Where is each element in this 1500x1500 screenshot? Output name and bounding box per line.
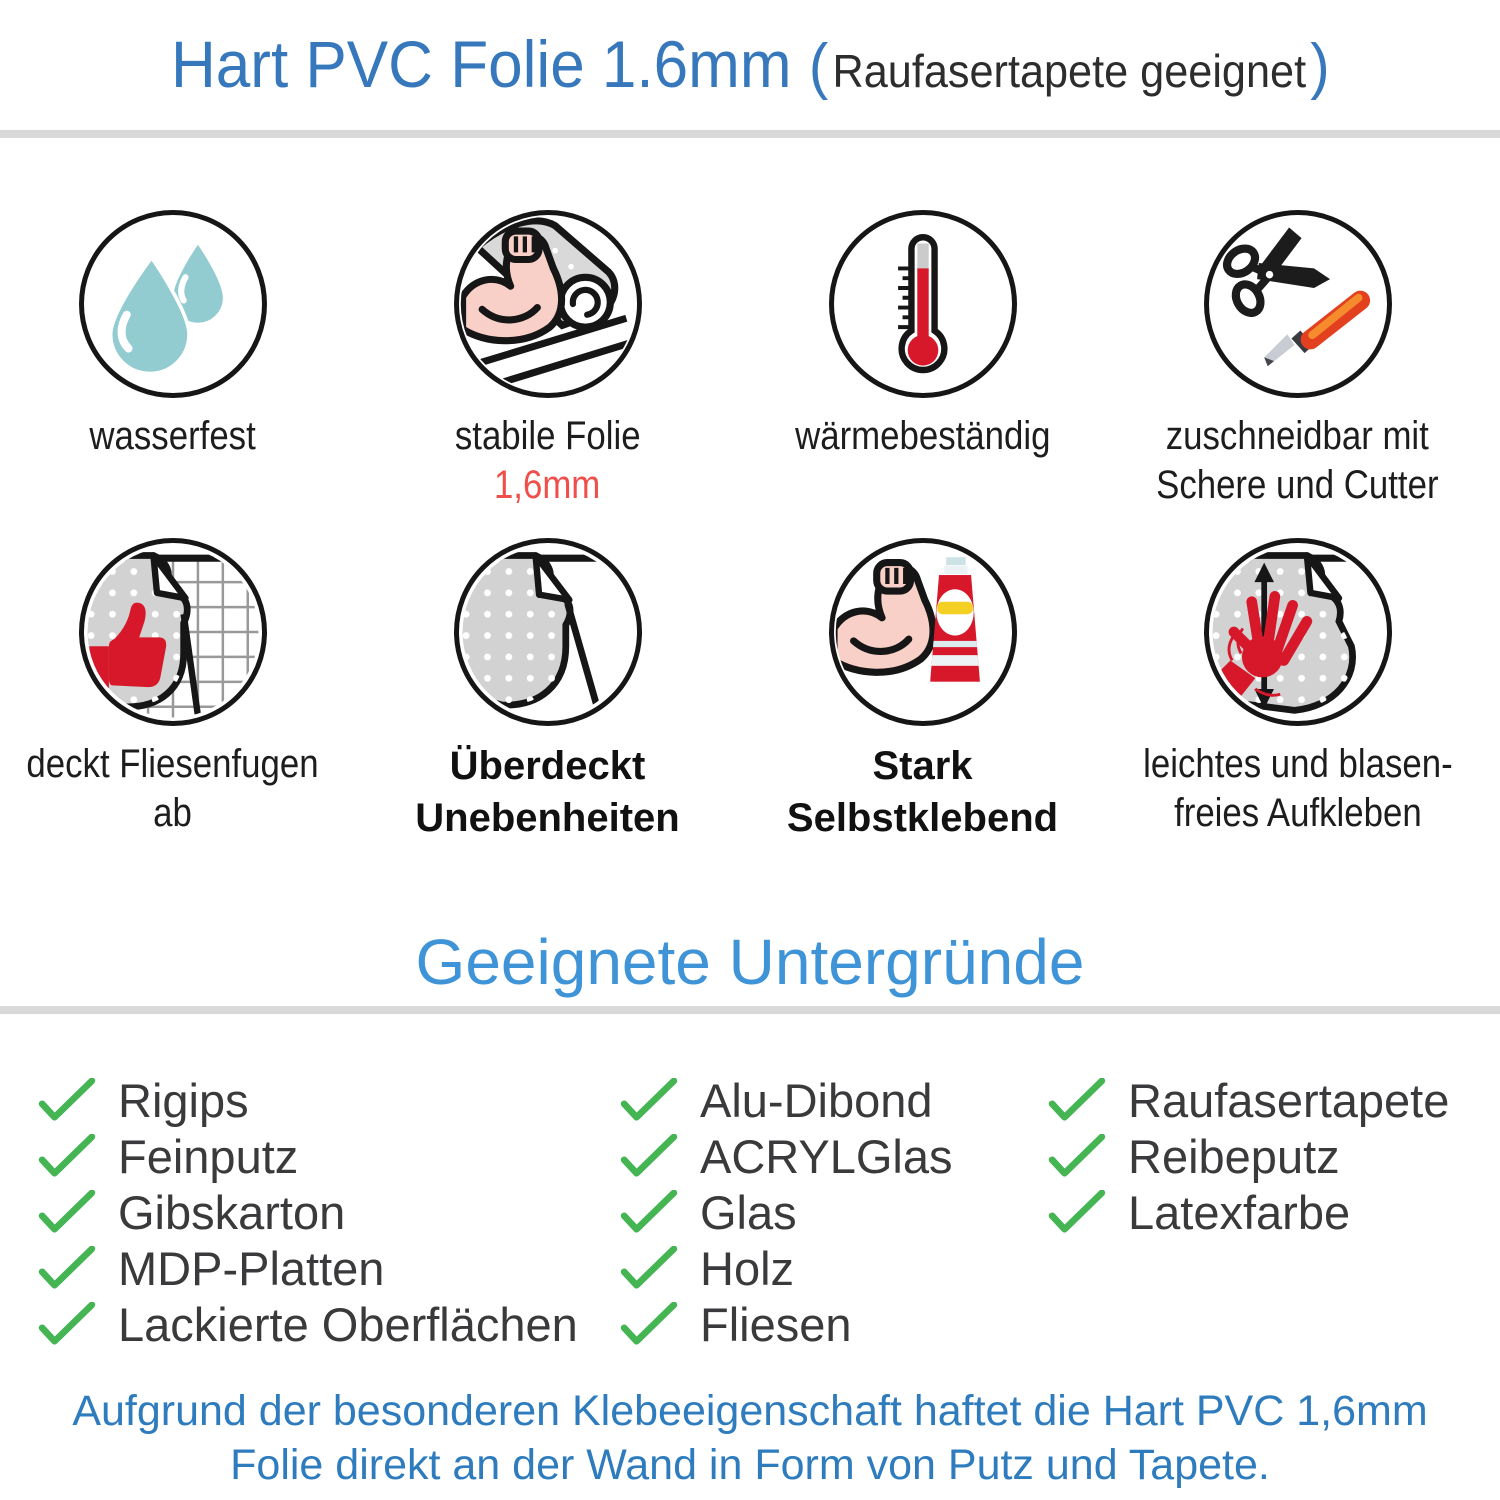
feature-label [9, 740, 335, 838]
feature-label-line: Schere und Cutter [1156, 463, 1439, 507]
feature-label-line: freies Aufkleben [1173, 791, 1422, 835]
surface-label: Feinputz [118, 1129, 299, 1183]
section-title: Geeignete Untergründe [415, 926, 1085, 998]
surfaces-column-2 [620, 1072, 953, 1352]
footer-line: Folie direkt an der Wand in Form von Putz und Tapete. [230, 1441, 1270, 1489]
divider-top [0, 130, 1500, 138]
surface-label: Raufasertapete [1128, 1073, 1450, 1127]
surface-label: MDP-Platten [118, 1241, 385, 1295]
muscle-foil-roll-icon [454, 210, 642, 398]
surface-label: Reibeputz [1128, 1129, 1340, 1183]
thickness-label: 1,6mm [494, 463, 601, 507]
check-icon [38, 1302, 96, 1346]
surface-label: Fliesen [700, 1297, 852, 1351]
check-icon [620, 1078, 678, 1122]
surface-item [38, 1296, 578, 1352]
feature-waermebestaendig [735, 210, 1110, 510]
feature-stabile-folie [360, 210, 735, 510]
foil-peel-icon [454, 538, 642, 726]
check-icon [620, 1134, 678, 1178]
feature-label [1143, 740, 1453, 838]
check-icon [38, 1134, 96, 1178]
surface-item [1048, 1128, 1449, 1184]
surface-item [38, 1184, 578, 1240]
feature-label-line: Stark [872, 744, 973, 788]
feature-zuschneidbar [1110, 210, 1485, 510]
hand-smoothing-icon [1204, 538, 1392, 726]
feature-label-line: Unebenheiten [415, 796, 680, 840]
muscle-glue-tube-icon [829, 538, 1017, 726]
surface-item [620, 1296, 953, 1352]
feature-label-line: wasserfest [89, 414, 256, 458]
surfaces-column-1 [38, 1072, 578, 1352]
surfaces-column-3 [1048, 1072, 1449, 1240]
feature-label [89, 412, 255, 461]
surface-label: Alu-Dibond [700, 1073, 933, 1127]
surface-label: Glas [700, 1185, 797, 1239]
feature-aufkleben [1110, 538, 1485, 844]
footer-note [0, 1384, 1500, 1492]
check-icon [1048, 1190, 1106, 1234]
feature-selbstklebend [735, 538, 1110, 844]
check-icon [1048, 1134, 1106, 1178]
surface-item [1048, 1184, 1449, 1240]
feature-label-line: Selbstklebend [786, 796, 1059, 840]
check-icon [620, 1302, 678, 1346]
surfaces-checklist [0, 1072, 1500, 1362]
paren-open: ( [808, 32, 828, 101]
check-icon [38, 1190, 96, 1234]
check-icon [620, 1190, 678, 1234]
feature-label-line: zuschneidbar mit [1165, 414, 1430, 458]
feature-label [415, 740, 679, 844]
divider-section [0, 1006, 1500, 1014]
surface-item [620, 1072, 953, 1128]
water-drops-icon [79, 210, 267, 398]
feature-label-line: Überdeckt [449, 744, 646, 788]
surface-label: Gibskarton [118, 1185, 346, 1239]
feature-label-line: deckt Fliesenfugen ab [26, 742, 319, 835]
footer-line: Aufgrund der besonderen Klebeeigenschaft haftet die Hart PVC 1,6mm [72, 1387, 1428, 1435]
surface-item [38, 1072, 578, 1128]
check-icon [38, 1078, 96, 1122]
surface-label: Rigips [118, 1073, 249, 1127]
scissors-cutter-icon [1204, 210, 1392, 398]
feature-wasserfest [0, 210, 360, 510]
surface-label: Latexfarbe [1128, 1185, 1351, 1239]
check-icon [620, 1246, 678, 1290]
surface-label: ACRYLGlas [700, 1129, 953, 1183]
feature-label [455, 412, 641, 461]
feature-label-line: leichtes und blasen- [1142, 742, 1453, 786]
subtitle-text: Raufasertapete geeignet [832, 45, 1306, 97]
surface-label: Lackierte Oberflächen [118, 1297, 578, 1351]
paren-close: ) [1309, 32, 1330, 101]
surface-item [38, 1128, 578, 1184]
check-icon [38, 1246, 96, 1290]
feature-row-1 [0, 210, 1485, 510]
surface-item [38, 1240, 578, 1296]
feature-label [787, 740, 1058, 844]
feature-label-line: stabile Folie [454, 414, 641, 458]
page-title-inner [171, 26, 1330, 102]
surface-item [620, 1128, 953, 1184]
thermometer-icon [829, 210, 1017, 398]
feature-row-2 [0, 538, 1485, 844]
surface-item [620, 1184, 953, 1240]
feature-label [1156, 412, 1438, 510]
feature-label [795, 412, 1050, 461]
surface-item [620, 1240, 953, 1296]
feature-unebenheiten [360, 538, 735, 844]
feature-fliesenfugen [0, 538, 360, 844]
surface-label: Holz [700, 1241, 795, 1295]
page-title [0, 26, 1500, 102]
check-icon [1048, 1078, 1106, 1122]
surface-item [1048, 1072, 1449, 1128]
tile-thumbs-up-icon [79, 538, 267, 726]
title-text: Hart PVC Folie 1.6mm [170, 27, 792, 101]
feature-label-line: wärmebeständig [794, 414, 1051, 458]
